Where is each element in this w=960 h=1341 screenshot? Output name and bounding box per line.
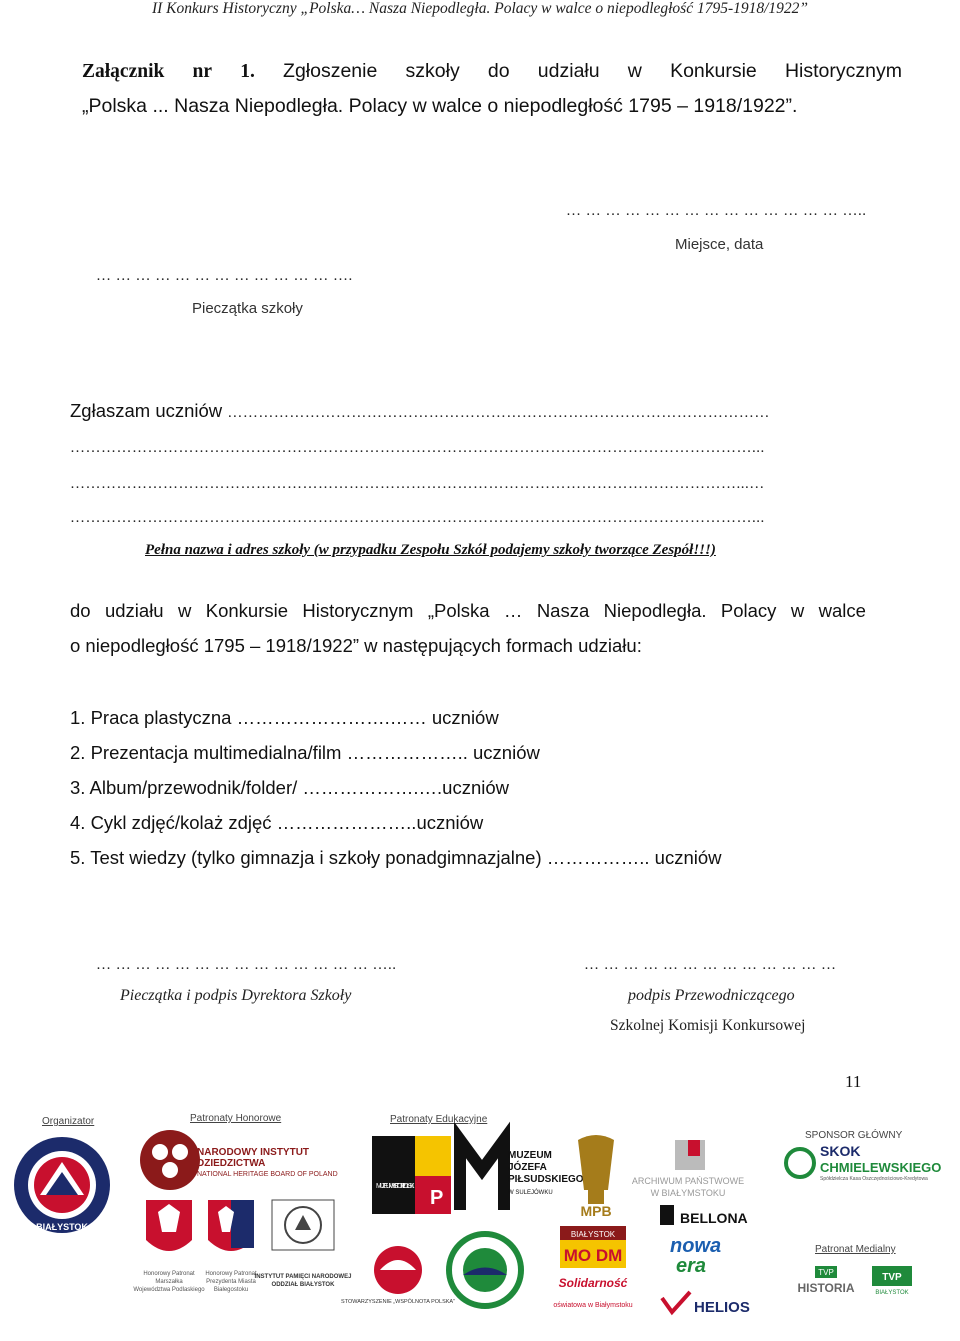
podlaskie-coat-of-arms <box>133 1200 205 1293</box>
register-line <box>70 400 870 422</box>
attachment-word: do <box>487 60 510 82</box>
form-item: 2. Prezentacja multimedialna/film ……………….. uczniów <box>70 742 540 763</box>
modm-text: MO DM <box>563 1246 623 1265</box>
honorary-label: Patronaty Honorowe <box>190 1113 282 1124</box>
form-item: 4. Cykl zdjęć/kolaż zdjęć …………………..uczniów <box>70 812 484 833</box>
form-item: 5. Test wiedzy (tylko gimnazja i szkoły ponadgimnazjalne) …………….. uczniów <box>70 847 722 868</box>
muzeum-jp-text: PIŁSUDSKIEGO <box>508 1174 584 1185</box>
archiwum-text: ARCHIWUM PAŃSTWOWE <box>631 1176 745 1186</box>
ipn-text: INSTYTUT PAMIĘCI NARODOWEJ <box>254 1274 352 1280</box>
solidarnosc-text: Solidarność <box>558 1276 628 1290</box>
educational-label: Patronaty Edukacyjne <box>390 1114 488 1125</box>
ipn-logo <box>255 1200 352 1288</box>
attachment-word: udziału <box>537 60 600 82</box>
nid-text: DZIEDZICTWA <box>197 1158 266 1169</box>
director-signature-dots: … … … … … … … … … … … … … … ….. <box>96 957 397 973</box>
attachment-word: szkoły <box>405 60 460 82</box>
attachment-word: 1. <box>240 61 255 82</box>
organizer-label: Organizator <box>42 1116 95 1127</box>
attachment-word: Historycznym <box>784 60 902 82</box>
nid-text: NARODOWY INSTYTUT <box>197 1147 310 1158</box>
state-archive-logo <box>632 1140 744 1198</box>
attachment-word: Konkursie <box>670 60 757 82</box>
header-title: „Polska… Nasza Niepodległa. Polacy w walce o niepodległość 1795-1918/1922” <box>300 0 809 17</box>
muzeum-jp-text: MUZEUM <box>508 1150 552 1161</box>
participation-word: w <box>790 600 805 621</box>
register-dots: …………………………………………………………………………………………… <box>227 405 770 421</box>
chair-signature-label2: Szkolnej Komisji Konkursowej <box>610 1017 806 1034</box>
running-header <box>0 0 960 18</box>
patron1-text: Marszałka <box>155 1279 183 1285</box>
skok-text: Spółdzielcza Kasa Oszczędnościowo-Kredytowa <box>820 1176 928 1182</box>
nowa-text: nowa <box>670 1235 722 1257</box>
modm-top-text: BIAŁYSTOK <box>570 1230 616 1239</box>
participation-word: Niepodległa. <box>603 600 707 621</box>
pilsudski-museum-logo <box>460 1140 584 1210</box>
forms-list <box>70 700 722 875</box>
ipn-text: ODDZIAŁ BIAŁYSTOK <box>271 1282 335 1288</box>
attachment-word: w <box>627 60 642 82</box>
helios-logo <box>662 1292 750 1316</box>
participation-word: … <box>503 600 523 621</box>
patron1-text: Honorowy Patronat <box>143 1271 195 1277</box>
place-date-dots: … … … … … … … … … … … … … … ….. <box>566 203 867 219</box>
solidarnosc-sub-text: oświatowa w Białymstoku <box>553 1302 633 1309</box>
director-signature-label: Pieczątka i podpis Dyrektora Szkoły <box>120 987 352 1004</box>
participation-word: do <box>70 600 91 621</box>
attachment-title <box>82 54 902 124</box>
attachment-title-line2: „Polska ... Nasza Niepodległa. Polacy w walce o niepodległość 1795 – 1918/1922”. <box>82 95 798 117</box>
tourist-organisation-logo <box>449 1234 521 1306</box>
participation-line1 <box>70 600 866 622</box>
patron2-text: Honorowy Patronat <box>205 1271 257 1277</box>
nowa-era-logo <box>670 1235 721 1277</box>
tvp-text: TVP <box>818 1268 834 1277</box>
form-item: 3. Album/przewodnik/folder/ ……………….….uczniów <box>70 777 510 798</box>
skok-sponsor-logo <box>786 1143 941 1182</box>
muzeum-jp-text: W SULEJÓWKU <box>508 1190 553 1196</box>
footer-logos <box>0 1100 960 1336</box>
helios-text: HELIOS <box>694 1299 750 1316</box>
tvp-historia-text: HISTORIA <box>797 1281 855 1295</box>
participation-word: Konkursie <box>205 600 289 621</box>
tvp-text: TVP <box>882 1272 902 1283</box>
wspolnota-polska-logo <box>341 1246 455 1305</box>
chair-signature-label: podpis Przewodniczącego <box>628 987 795 1004</box>
sponsor-label: SPONSOR GŁÓWNY <box>805 1130 903 1141</box>
nid-text: NATIONAL HERITAGE BOARD OF POLAND <box>197 1171 338 1178</box>
place-date-label: Miejsce, data <box>675 236 764 253</box>
chair-signature-dots: … … … … … … … … … … … … … <box>584 957 837 973</box>
participation-word: walce <box>818 600 866 621</box>
skok-text: CHMIELEWSKIEGO <box>820 1160 942 1175</box>
bialystok-coat-of-arms <box>205 1200 257 1293</box>
svg-text:P: P <box>430 1187 444 1209</box>
attachment-word: Zgłoszenie <box>283 60 378 82</box>
participation-word: Polacy <box>720 600 777 621</box>
participation-word: w <box>178 600 192 621</box>
tvp-bialystok-text: BIAŁYSTOK <box>875 1290 909 1296</box>
skok-text: SKOK <box>820 1143 861 1159</box>
muzeum-jp-text: JÓZEFA <box>508 1162 547 1173</box>
patron2-text: Prezydenta Miasta <box>206 1279 256 1285</box>
register-label: Zgłaszam uczniów <box>70 400 223 421</box>
wspolnota-text: STOWARZYSZENIE „WSPÓLNOTA POLSKA” <box>341 1299 455 1305</box>
modm-logo <box>553 1226 632 1309</box>
participation-word: Nasza <box>536 600 590 621</box>
school-city-text: BIAŁYSTOK <box>36 1222 88 1232</box>
patron1-text: Województwa Podlaskiego <box>133 1287 205 1293</box>
school-emblem-logo <box>14 1137 110 1233</box>
bellona-text: BELLONA <box>680 1210 748 1226</box>
school-stamp-label: Pieczątka szkoły <box>192 300 303 317</box>
tvp-bialystok-logo <box>872 1266 912 1296</box>
school-name-note: Pełna nazwa i adres szkoły (w przypadku Zespołu Szkół podajemy szkoły tworzące Zespół!!!) <box>145 542 716 558</box>
heritage-board-logo <box>140 1130 338 1190</box>
participation-word: Historycznym <box>302 600 414 621</box>
register-dots-line: ……………………………………………………………………………………………………………………... <box>70 510 765 526</box>
attachment-word: nr <box>192 61 213 82</box>
school-stamp-dots: … … … … … … … … … … … … …. <box>96 268 353 284</box>
patron2-text: Białegostoku <box>213 1287 249 1293</box>
form-item: 1. Praca plastyczna …………………….…… uczniów <box>70 707 499 728</box>
participation-word: „Polska <box>427 600 490 621</box>
archiwum-text: W BIAŁYMSTOKU <box>650 1188 726 1198</box>
mpb-logo <box>578 1135 614 1219</box>
museum-polish-history-logo <box>372 1136 451 1214</box>
header-prefix: II Konkurs Historyczny <box>151 0 297 17</box>
register-dots-line: ……………………………………………………………………………………………………………………... <box>70 440 765 456</box>
muzeum-historii-text: MUZEUM HISTORII POLSKI <box>376 1183 415 1190</box>
attachment-word: Załącznik <box>82 61 165 82</box>
tvp-historia-logo <box>797 1266 854 1295</box>
participation-word: udziału <box>104 600 164 621</box>
page-number: 11 <box>845 1072 862 1091</box>
register-dots-line: …………………………………………………………………………………………………………………...… <box>70 476 765 492</box>
mpb-text: MPB <box>580 1203 612 1219</box>
era-text: era <box>676 1255 707 1277</box>
bellona-logo <box>660 1205 748 1226</box>
participation-line2: o niepodległość 1795 – 1918/1922” w następujących formach udziału: <box>70 635 642 656</box>
media-label: Patronat Medialny <box>815 1244 896 1255</box>
